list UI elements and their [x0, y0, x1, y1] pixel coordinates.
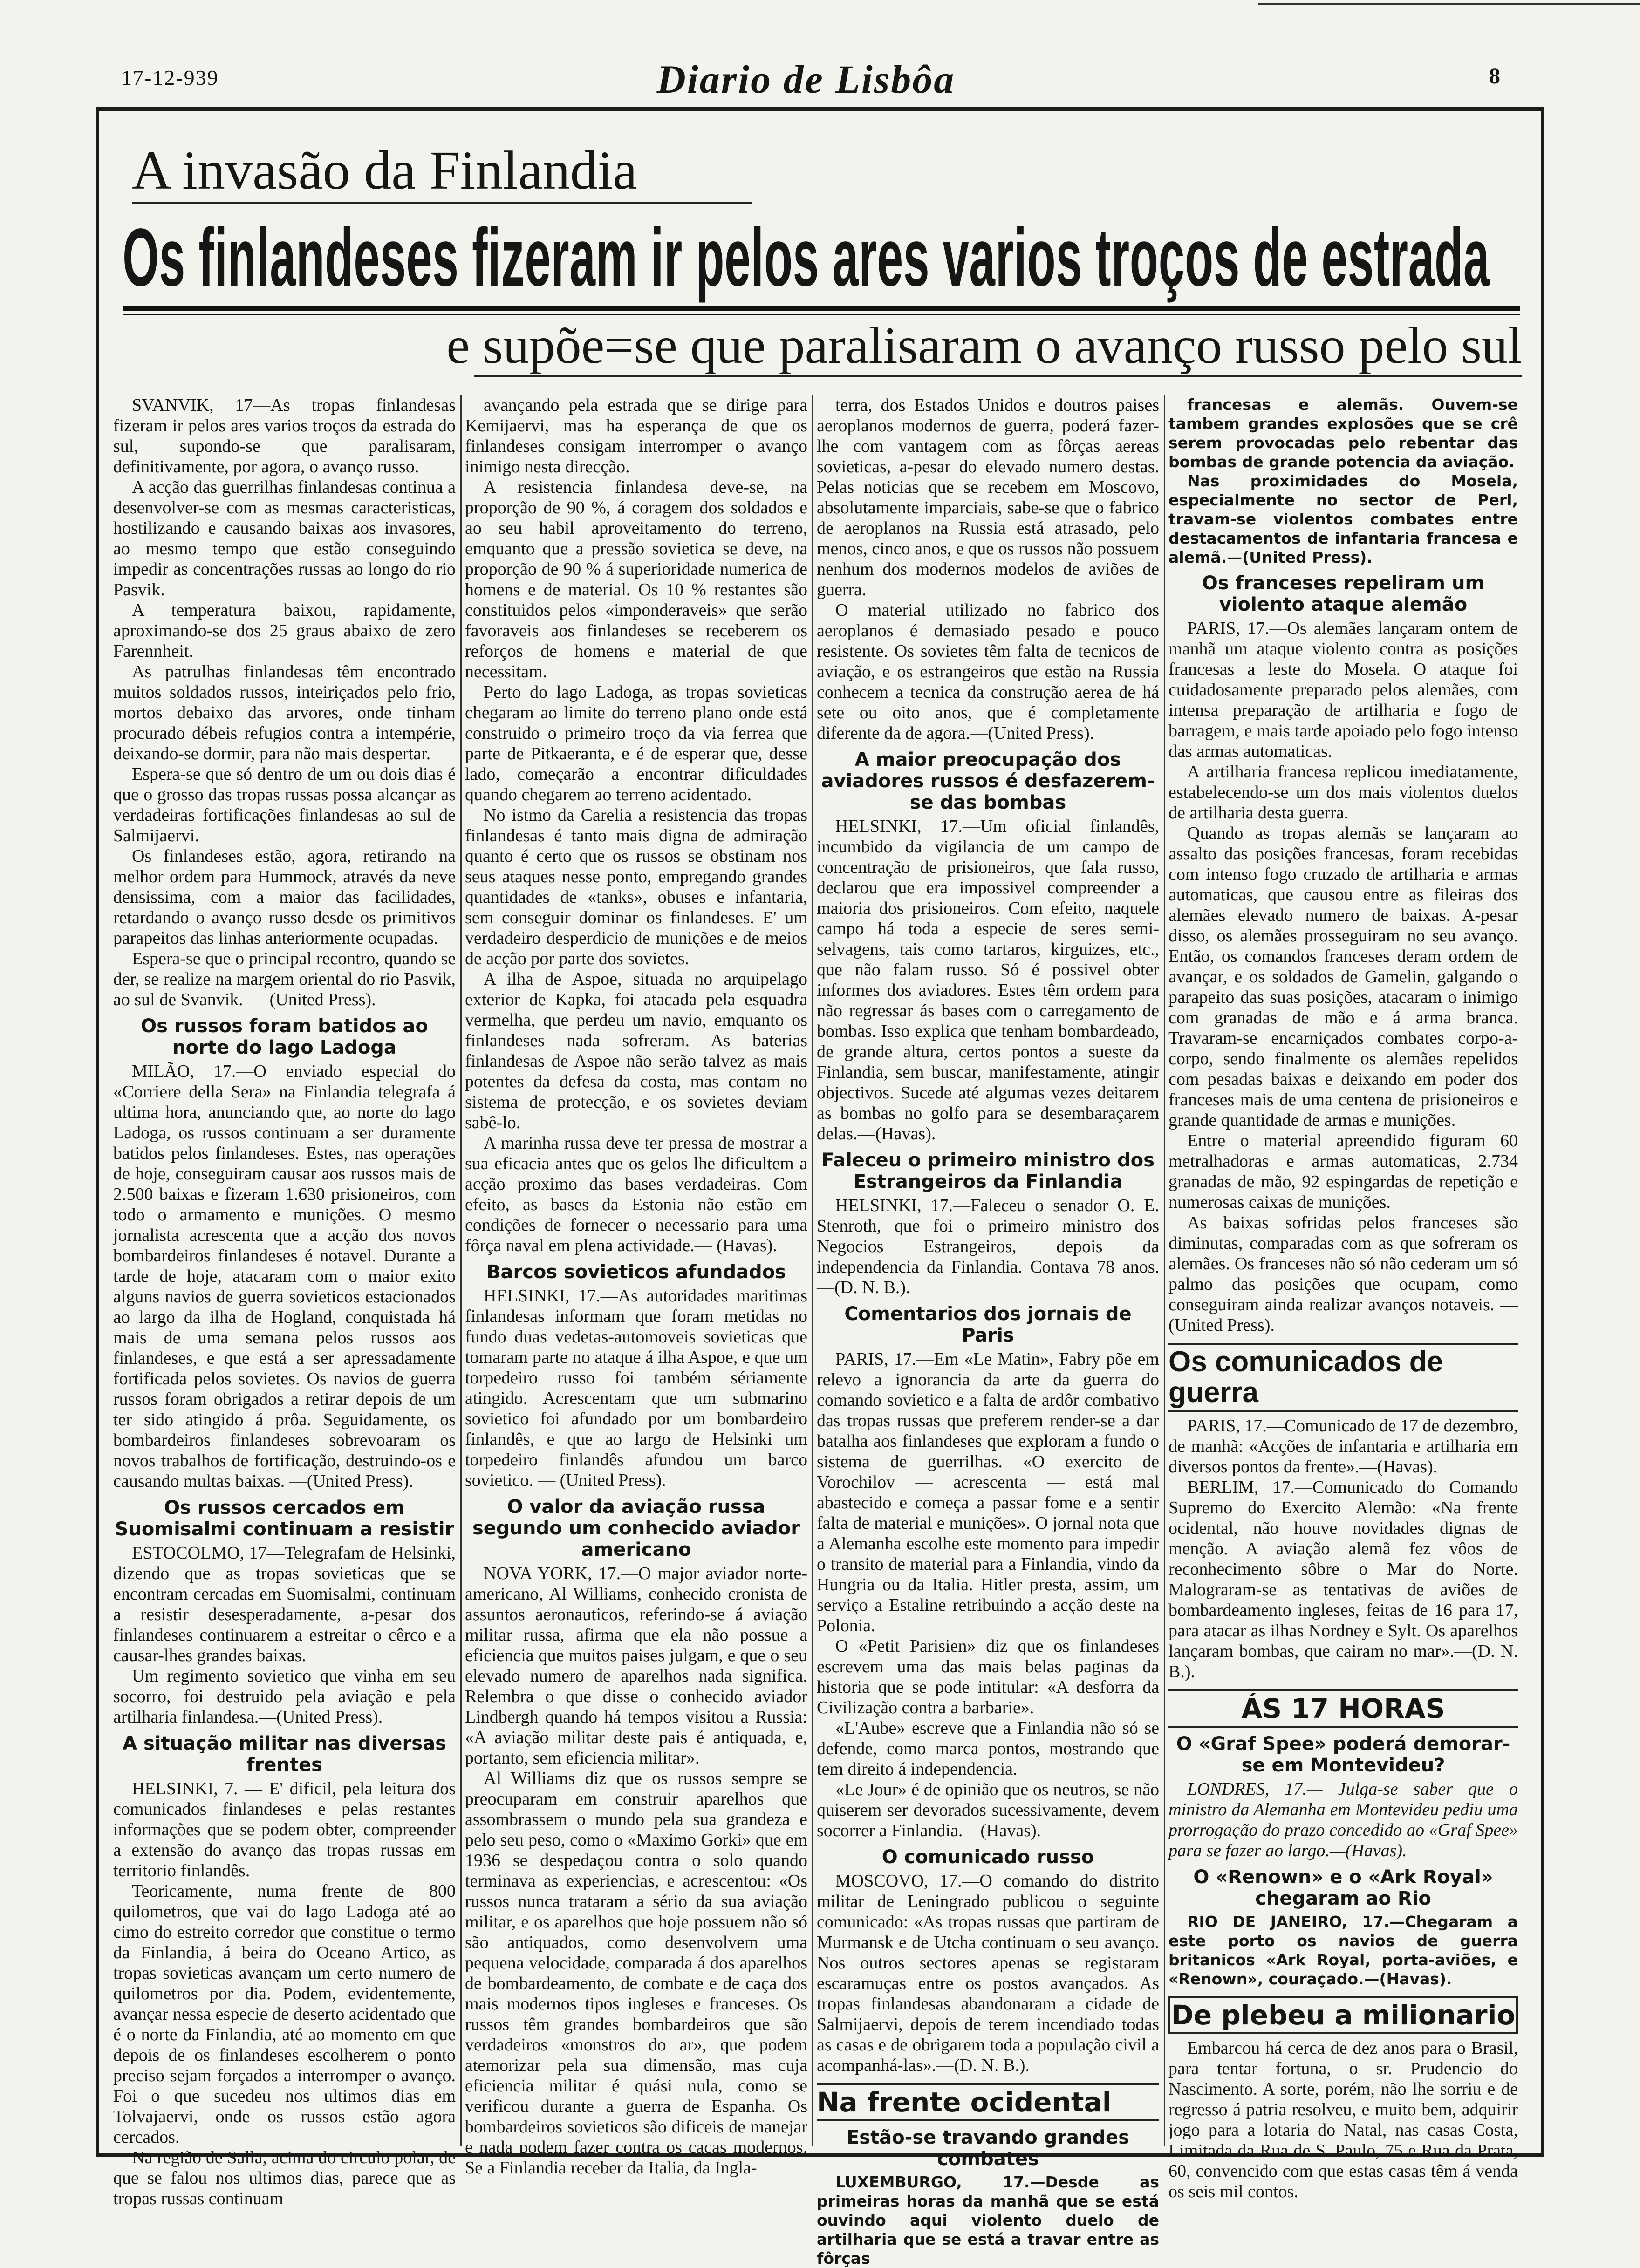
kicker-rule [132, 202, 752, 204]
top-rule [0, 0, 1640, 8]
paragraph: BERLIM, 17.—Comunicado do Comando Supremo do Exercito Alemão: «Na frente ocidental, não houve novidades dignas de menção. A aviação alemã fez vôos de reconhecimento sôbre o Mar do Norte. Malograram-se as tentativas de aviões de bombardeamento ingleses, feitas de 16 para 17, para atacar as ilhas Nordney e Sylt. Os aparelhos lançaram bombas, que cairam no mar».—(D. N. B.). [1168, 1478, 1518, 1682]
masthead [112, 56, 1500, 107]
headline-rule-thick [123, 306, 1520, 311]
paragraph: HELSINKI, 17.—As autoridades maritimas finlandesas informam que foram metidas no fundo duas vedetas-automoveis sovieticas que tomaram parte no ataque á ilha Aspoe, e que um torpedeiro russo foi também sériamente atingido. Acrescentam que um submarino sovietico foi afundado por um bombardeiro finlandês, e que ao largo de Helsinki um torpedeiro finlandês afundou um barco sovietico. — (United Press). [465, 1286, 807, 1490]
article-frame [96, 107, 1544, 2268]
paragraph: avançando pela estrada que se dirige para Kemijaervi, mas ha esperança de que os finlandeses consigam interromper o avanço inimigo nesta direcção. [465, 395, 807, 477]
paragraph: HELSINKI, 7. — E' dificil, pela leitura dos comunicados finlandeses e pelas restantes informações que se podem obter, compreender a extensão do avanço das tropas russas em territorio finlandês. [113, 1779, 456, 1880]
section-heading: A maior preocupação dos aviadores russos é desfazerem-se das bombas [821, 749, 1155, 813]
paragraph: Perto do lago Ladoga, as tropas sovieticas chegaram ao limite do terreno plano onde está construido o primeiro troço da via ferrea que parte de Pitkaeranta, e é de esperar que, desse lado, começarão a encontrar dificuldades quando chegarem ao terreno acidentado. [465, 682, 807, 804]
paragraph: A artilharia francesa replicou imediatamente, estabelecendo-se um dos mais violentos duelos de artilharia desta guerra. [1168, 762, 1518, 823]
paragraph: RIO DE JANEIRO, 17.—Chegaram a este porto os navios de guerra britanicos «Ark Royal, porta-aviões, e «Renown», couraçado.—(Havas). [1168, 1913, 1518, 1988]
page-number: 8 [1489, 64, 1500, 89]
paragraph: No istmo da Carelia a resistencia das tropas finlandesas é tanto mais digna de admiração quanto é certo que os russos se obstinam nos seus ataques nesse ponto, empregando grandes quantidades de «tanks», obuses e infantaria, sem conseguir dominar os finlandeses. E' um verdadeiro desperdicio de munições e de meios de acção por parte dos sovietes. [465, 805, 807, 968]
paragraph: Nas proximidades do Mosela, especialmente no sector de Perl, travam-se violentos combates entre destacamentos de infantaria francesa e alemã.—(United Press). [1168, 472, 1518, 566]
paragraph: O material utilizado no fabrico dos aeroplanos é demasiado pesado e pouco resistente. Os sovietes têm falta de tecnicos de aviação, e os estrangeiros que estão na Russia conhecem a tecnica da construção aerea de há sete ou oito anos, que é completamente diferente da de agora.—(United Press). [817, 600, 1159, 743]
paragraph: NOVA YORK, 17.—O major aviador norte-americano, Al Williams, conhecido cronista de assuntos aeronauticos, referindo-se á aviação militar russa, afirma que ela não possue a eficiencia que muitos paises julgam, e que o seu elevado numero de aparelhos nada significa. Relembra o que disse o conhecido aviador Lindbergh quando há tempos visitou a Russia: «A aviação militar deste pais é antiquada, e, portanto, sem eficiencia militar». [465, 1564, 807, 1768]
paragraph: Espera-se que o principal recontro, quando se der, se realize na margem oriental do rio Pasvik, ao sul de Svanvik. — (United Press). [113, 949, 456, 1009]
newspaper-title: Diario de Lisbôa [656, 57, 956, 102]
paragraph: HELSINKI, 17.—Um oficial finlandês, incumbido da vigilancia de um campo de concentração de prisioneiros, que fala russo, declarou que era impossivel compreender a maioria dos prisioneiros. Com efeito, naquele campo há toda a especie de seres semi-selvagens, tais como tartaros, kirguizes, etc., que não falam russo. Só é possivel obter informes dos aviadores. Estes têm ordem para não regressar ás bases com o carregamento de bombas. Isso explica que tenham bombardeado, de grande altura, certos pontos a sueste da Finlandia, sem buscar, manifestamente, atingir objectivos. Sucede até algumas vezes deitarem as bombas no golfo para se desembaraçarem delas.—(Havas). [817, 817, 1159, 1144]
section-heading: O valor da aviação russa segundo um conhecido aviador americano [472, 1496, 800, 1560]
column-rule [1164, 395, 1165, 2146]
subheadline-rule [474, 375, 1522, 377]
kicker: A invasão da Finlandia [132, 140, 637, 201]
section-heading: Faleceu o primeiro ministro dos Estrangeiros da Finlandia [821, 1150, 1155, 1192]
section-heading: O «Graf Spee» poderá demorar-se em Montevideu? [1176, 1733, 1510, 1776]
headline: Os finlandeses fizeram ir pelos ares varios troços de estrada [123, 212, 1490, 303]
column-rule [460, 395, 462, 2146]
section-banner: Na frente ocidental [817, 2083, 1159, 2121]
paragraph: Entre o material apreendido figuram 60 metralhadoras e armas automaticas, 2.734 granadas de mão, 92 espingardas de repetição e numerosas caixas de munições. [1168, 1131, 1518, 1212]
paragraph: Teoricamente, numa frente de 800 quilometros, que vai do lago Ladoga até ao cimo do estreito corredor que constitue o termo da Finlandia, á beira do Oceano Artico, as tropas sovieticas avançam um certo numero de quilometros por dia. Podem, evidentemente, avançar nessa especie de deserto acidentado que é o norte da Finlandia, até ao momento em que depois de os finlandeses escolherem o ponto preciso sejam forçados a interromper o avanço. Foi o que sucedeu nos ultimos dias em Tolvajaervi, onde os russos estão agora cercados. [113, 1881, 456, 2147]
paragraph: Al Williams diz que os russos sempre se preocuparam em construir aparelhos que assombrassem o mundo pela sua grandeza e pelo seu peso, como o «Maximo Gorki» que em 1936 se despedaçou contra o solo quando terminava as experiencias, e acrescentou: «Os russos nunca trataram a sério da sua aviação militar, e os aparelhos que hoje possuem não só são antiquados, como desenvolvem uma pequena velocidade, comparada á dos aparelhos de bombardeamento, de combate e de caça dos mais modernos tipos ingleses e franceses. Os russos têm grandes bombardeiros que são verdadeiros «monstros do ar», que podem atemorizar pela sua dimensão, mas cuja eficiencia militar é quási nula, como se verificou durante a guerra de Espanha. Os bombardeiros sovieticos são dificeis de manejar e nada podem fazer contra os caças modernos. Se a Finlandia receber da Italia, da Ingla- [465, 1769, 807, 2178]
section-heading: O comunicado russo [882, 1846, 1094, 1868]
paragraph: PARIS, 17.—Os alemães lançaram ontem de manhã um ataque violento contra as posições francesas a leste do Mosela. O ataque foi cuidadosamente preparado pelos alemães, com intensa preparação de artilharia e fogo de barragem, e mais tarde apoiado pelo fogo intenso das armas automaticas. [1168, 619, 1518, 761]
paragraph: HELSINKI, 17.—Faleceu o senador O. E. Stenroth, que foi o primeiro ministro dos Negocios Estrangeiros, depois da independencia da Finlandia. Contava 78 anos.—(D. N. B.). [817, 1196, 1159, 1297]
section-banner: Os comunicados de guerra [1168, 1343, 1518, 1412]
paragraph: francesas e alemãs. Ouvem-se tambem grandes explosões que se crê serem provocadas pelo rebentar das bombas de grande potencia da aviação. [1168, 395, 1518, 471]
paragraph: Espera-se que só dentro de um ou dois dias é que o grosso das tropas russas possa alcançar as verdadeiras fortificações finlandesas ao sul de Salmijaervi. [113, 764, 456, 845]
column-2 [465, 395, 807, 2178]
paragraph: «L'Aube» escreve que a Finlandia não só se defende, como marca pontos, mostrando que tem direito á independencia. [817, 1718, 1159, 1779]
headline-rule-thin [123, 314, 1520, 315]
column-rule [812, 395, 813, 2146]
column-3 [817, 395, 1159, 2268]
paragraph: Um regimento sovietico que vinha em seu socorro, foi destruido pela aviação e pela artilharia finlandesa.—(United Press). [113, 1666, 456, 1727]
paragraph: Embarcou há cerca de dez anos para o Brasil, para tentar fortuna, o sr. Prudencio do Nascimento. A sorte, porém, não lhe sorriu e de regresso á patria resolveu, e muito bem, adquirir jogo para a lotaria do Natal, nas casas Costa, Limitada da Rua de S. Paulo, 75 e Rua da Prata, 60, convencido com que estas casas têm á venda os seis mil contos. [1168, 2038, 1518, 2201]
paragraph: «Le Jour» é de opinião que os neutros, se não quiserem ser devorados sucessivamente, devem socorrer a Finlandia.—(Havas). [817, 1780, 1159, 1840]
paragraph: MILÃO, 17.—O enviado especial do «Corriere della Sera» na Finlandia telegrafa á ultima hora, anunciando que, ao norte do lago Ladoga, os russos continuam a ser duramente batidos pelos finlandeses. Estes, nas operações de hoje, conseguiram causar aos russos mais de 2.500 baixas e fizeram 1.630 prisioneiros, com todo o armamento e munições. O mesmo jornalista acrescenta que a acção dos novos bombardeiros finlandeses é notavel. Durante a tarde de hoje, atacaram com o maior exito alguns navios de guerra sovieticos estacionados ao largo da ilha de Hogland, conquistada há mais de uma semana pelos russos aos finlandeses, e que está a ser apressadamente fortificada pelos sovietes. Os navios de guerra russos foram obrigados a retirar depois de um ter sido atingido á prôa. Seguidamente, os bombardeiros finlandeses sobrevoaram os novos trabalhos de fortificação, destruindo-os e causando multas baixas. —(United Press). [113, 1062, 456, 1491]
subheadline: e supõe=se que paralisaram o avanço russo pelo sul [446, 317, 1522, 375]
paragraph: A resistencia finlandesa deve-se, na proporção de 90 %, á coragem dos soldados e ao seu habil aproveitamento do terreno, emquanto que a pressão sovietica se deve, na proporção de 90 % á superioridade numerica de homens e de material. Os 10 % restantes são constituidos pelos «imponderaveis» que serão favoraveis aos finlandeses se receberem os reforços de homens e material de que necessitam. [465, 477, 807, 681]
paragraph: A ilha de Aspoe, situada no arquipelago exterior de Kapka, foi atacada pela esquadra vermelha, que perdeu um navio, emquanto os finlandeses nada sofreram. As baterias finlandesas de Aspoe não serão talvez as mais potentes da defesa da costa, mas contam no sistema de protecção, e os sovietes deviam sabê-lo. [465, 969, 807, 1132]
section-heading: A situação militar nas diversas frentes [123, 1733, 446, 1776]
paragraph: Quando as tropas alemãs se lançaram ao assalto das posições francesas, foram recebidas com intenso fogo cruzado de artilharia e armas automaticas, que causou entre as fileiras dos alemães elevado numero de baixas. A-pesar disso, os alemães prosseguiram no seu avanço. Então, os comandos franceses deram ordem de avançar, e os soldados de Gamelin, galgando o parapeito das suas posições, atacaram o inimigo com granadas de mão e á arma branca. Travaram-se encarniçados combates corpo-a-corpo, sendo finalmente os alemães repelidos com pesadas baixas e deixando em poder dos franceses mais de uma centena de prisioneiros e grande quantidade de armas e munições. [1168, 824, 1518, 1130]
section-heading: O «Renown» e o «Ark Royal» chegaram ao Rio [1193, 1866, 1493, 1909]
section-heading: Os franceses repeliram um violento ataque alemão [1202, 572, 1485, 615]
paragraph: LONDRES, 17.— Julga-se saber que o ministro da Alemanha em Montevideu pediu uma prorrogação do prazo concedido ao «Graf Spee» para se fazer ao largo.—(Havas). [1168, 1779, 1518, 1860]
paragraph: Na região de Salla, acima do circulo polar, de que se falou nos ultimos dias, parece que as tropas russas continuam [113, 2148, 456, 2208]
paragraph: ESTOCOLMO, 17—Telegrafam de Helsinki, dizendo que as tropas sovieticas que se encontram cercadas em Suomisalmi, continuam a resistir desesperadamente, a-pesar dos finlandeses continuarem a estreitar o cêrco e a causar-lhes grandes baixas. [113, 1543, 456, 1665]
paragraph: MOSCOVO, 17.—O comando do distrito militar de Leningrado publicou o seguinte comunicado: «As tropas russas que partiram de Murmansk e de Utcha continuam o seu avanço. Nos outros sectores apenas se registaram escaramuças entre os postos avançados. As tropas finlandesas abandonaram a cidade de Salmijaervi, depois de terem incendiado todas as casas e de obrigarem toda a população civil a acompanhá-las».—(D. N. B.). [817, 1871, 1159, 2075]
section-heading: Comentarios dos jornais de Paris [844, 1303, 1132, 1346]
section-banner: ÁS 17 HORAS [1168, 1689, 1518, 1728]
section-heading: Barcos sovieticos afundados [486, 1261, 786, 1283]
paragraph: Os finlandeses estão, agora, retirando na melhor ordem para Hummock, através da neve densissima, com a maior das facilidades, retardando o avanço russo desde os primitivos parapeitos das linhas anteriormente ocupadas. [113, 846, 456, 948]
paragraph: A marinha russa deve ter pressa de mostrar a sua eficacia antes que os gelos lhe dificultem a acção proximo das bases verdadeiras. Com efeito, as bases da Estonia não estão em condições de fornecer o necessario para uma fôrça naval em plena actividade.— (Havas). [465, 1133, 807, 1255]
column-4 [1168, 395, 1518, 2201]
paragraph: LUXEMBURGO, 17.—Desde as primeiras horas da manhã que se está ouvindo aqui violento duelo de artilharia que se está a travar entre as fôrças [817, 2173, 1159, 2268]
paragraph: As baixas sofridas pelos franceses são diminutas, comparadas com as que sofreram os alemães. Os franceses não só não cederam um só palmo das posições que ocupam, como conseguiram ainda realizar avanços notaveis. — (United Press). [1168, 1213, 1518, 1335]
section-heading: Os russos foram batidos ao norte do lago Ladoga [141, 1015, 428, 1058]
paragraph: PARIS, 17.—Comunicado de 17 de dezembro, de manhã: «Acções de infantaria e artilharia em diversos pontos da frente».—(Havas). [1168, 1416, 1518, 1477]
paragraph: A acção das guerrilhas finlandesas continua a desenvolver-se com as mesmas caracteristicas, hostilizando e causando baixas aos invasores, ao mesmo tempo que estão conseguindo impedir as concentrações russas ao longo do rio Pasvik. [113, 477, 456, 599]
section-heading: Estão-se travando grandes combates [846, 2127, 1129, 2170]
paragraph: PARIS, 17.—Em «Le Matin», Fabry põe em relevo a ignorancia da arte da guerra do comando sovietico e a falta de ardôr combativo das tropas russas que preferem render-se a dar batalha aos finlandeses que exploram a fundo o sistema de guerrilhas. «O exercito de Vorochilov — acrescenta — está mal abastecido e começa a passar fome e a sentir falta de material e munições». O jornal nota que a Alemanha escolhe este momento para impedir o transito de material para a Finlandia, vindo da Hungria ou da Italia. Hitler presta, assim, um serviço a Estaline retribuindo a acção deste na Polonia. [817, 1349, 1159, 1635]
column-1 [113, 395, 456, 2208]
paragraph: O «Petit Parisien» diz que os finlandeses escrevem uma das mais belas paginas da historia que se pode intitular: «A desforra da Civilização contra a barbarie». [817, 1636, 1159, 1717]
section-heading: Os russos cercados em Suomisalmi continuam a resistir [115, 1497, 454, 1540]
section-banner: De plebeu a milionario [1168, 1996, 1518, 2034]
paragraph: terra, dos Estados Unidos e doutros paises aeroplanos modernos de guerra, poderá fazer-lhe com vantagem com as fôrças aereas sovieticas, a-pesar do elevado numero destas. Pelas noticias que se recebem em Moscovo, absolutamente imparciais, sabe-se que o fabrico de aeroplanos na Russia está atrasado, pelo menos, cinco anos, e que os russos não possuem nenhum dos modernos modelos de aviões de guerra. [817, 395, 1159, 599]
paragraph: SVANVIK, 17—As tropas finlandesas fizeram ir pelos ares varios troços da estrada do sul, supondo-se que paralisaram, definitivamente, por agora, o avanço russo. [113, 395, 456, 477]
paragraph: A temperatura baixou, rapidamente, aproximando-se dos 25 graus abaixo de zero Farennheit. [113, 600, 456, 661]
issue-date: 17-12-939 [121, 66, 219, 89]
paragraph: As patrulhas finlandesas têm encontrado muitos soldados russos, inteiriçados pelo frio, mortos debaixo das arvores, onde tinham procurado débeis refugios contra a intempérie, deixando-se dormir, para não mais despertar. [113, 662, 456, 763]
